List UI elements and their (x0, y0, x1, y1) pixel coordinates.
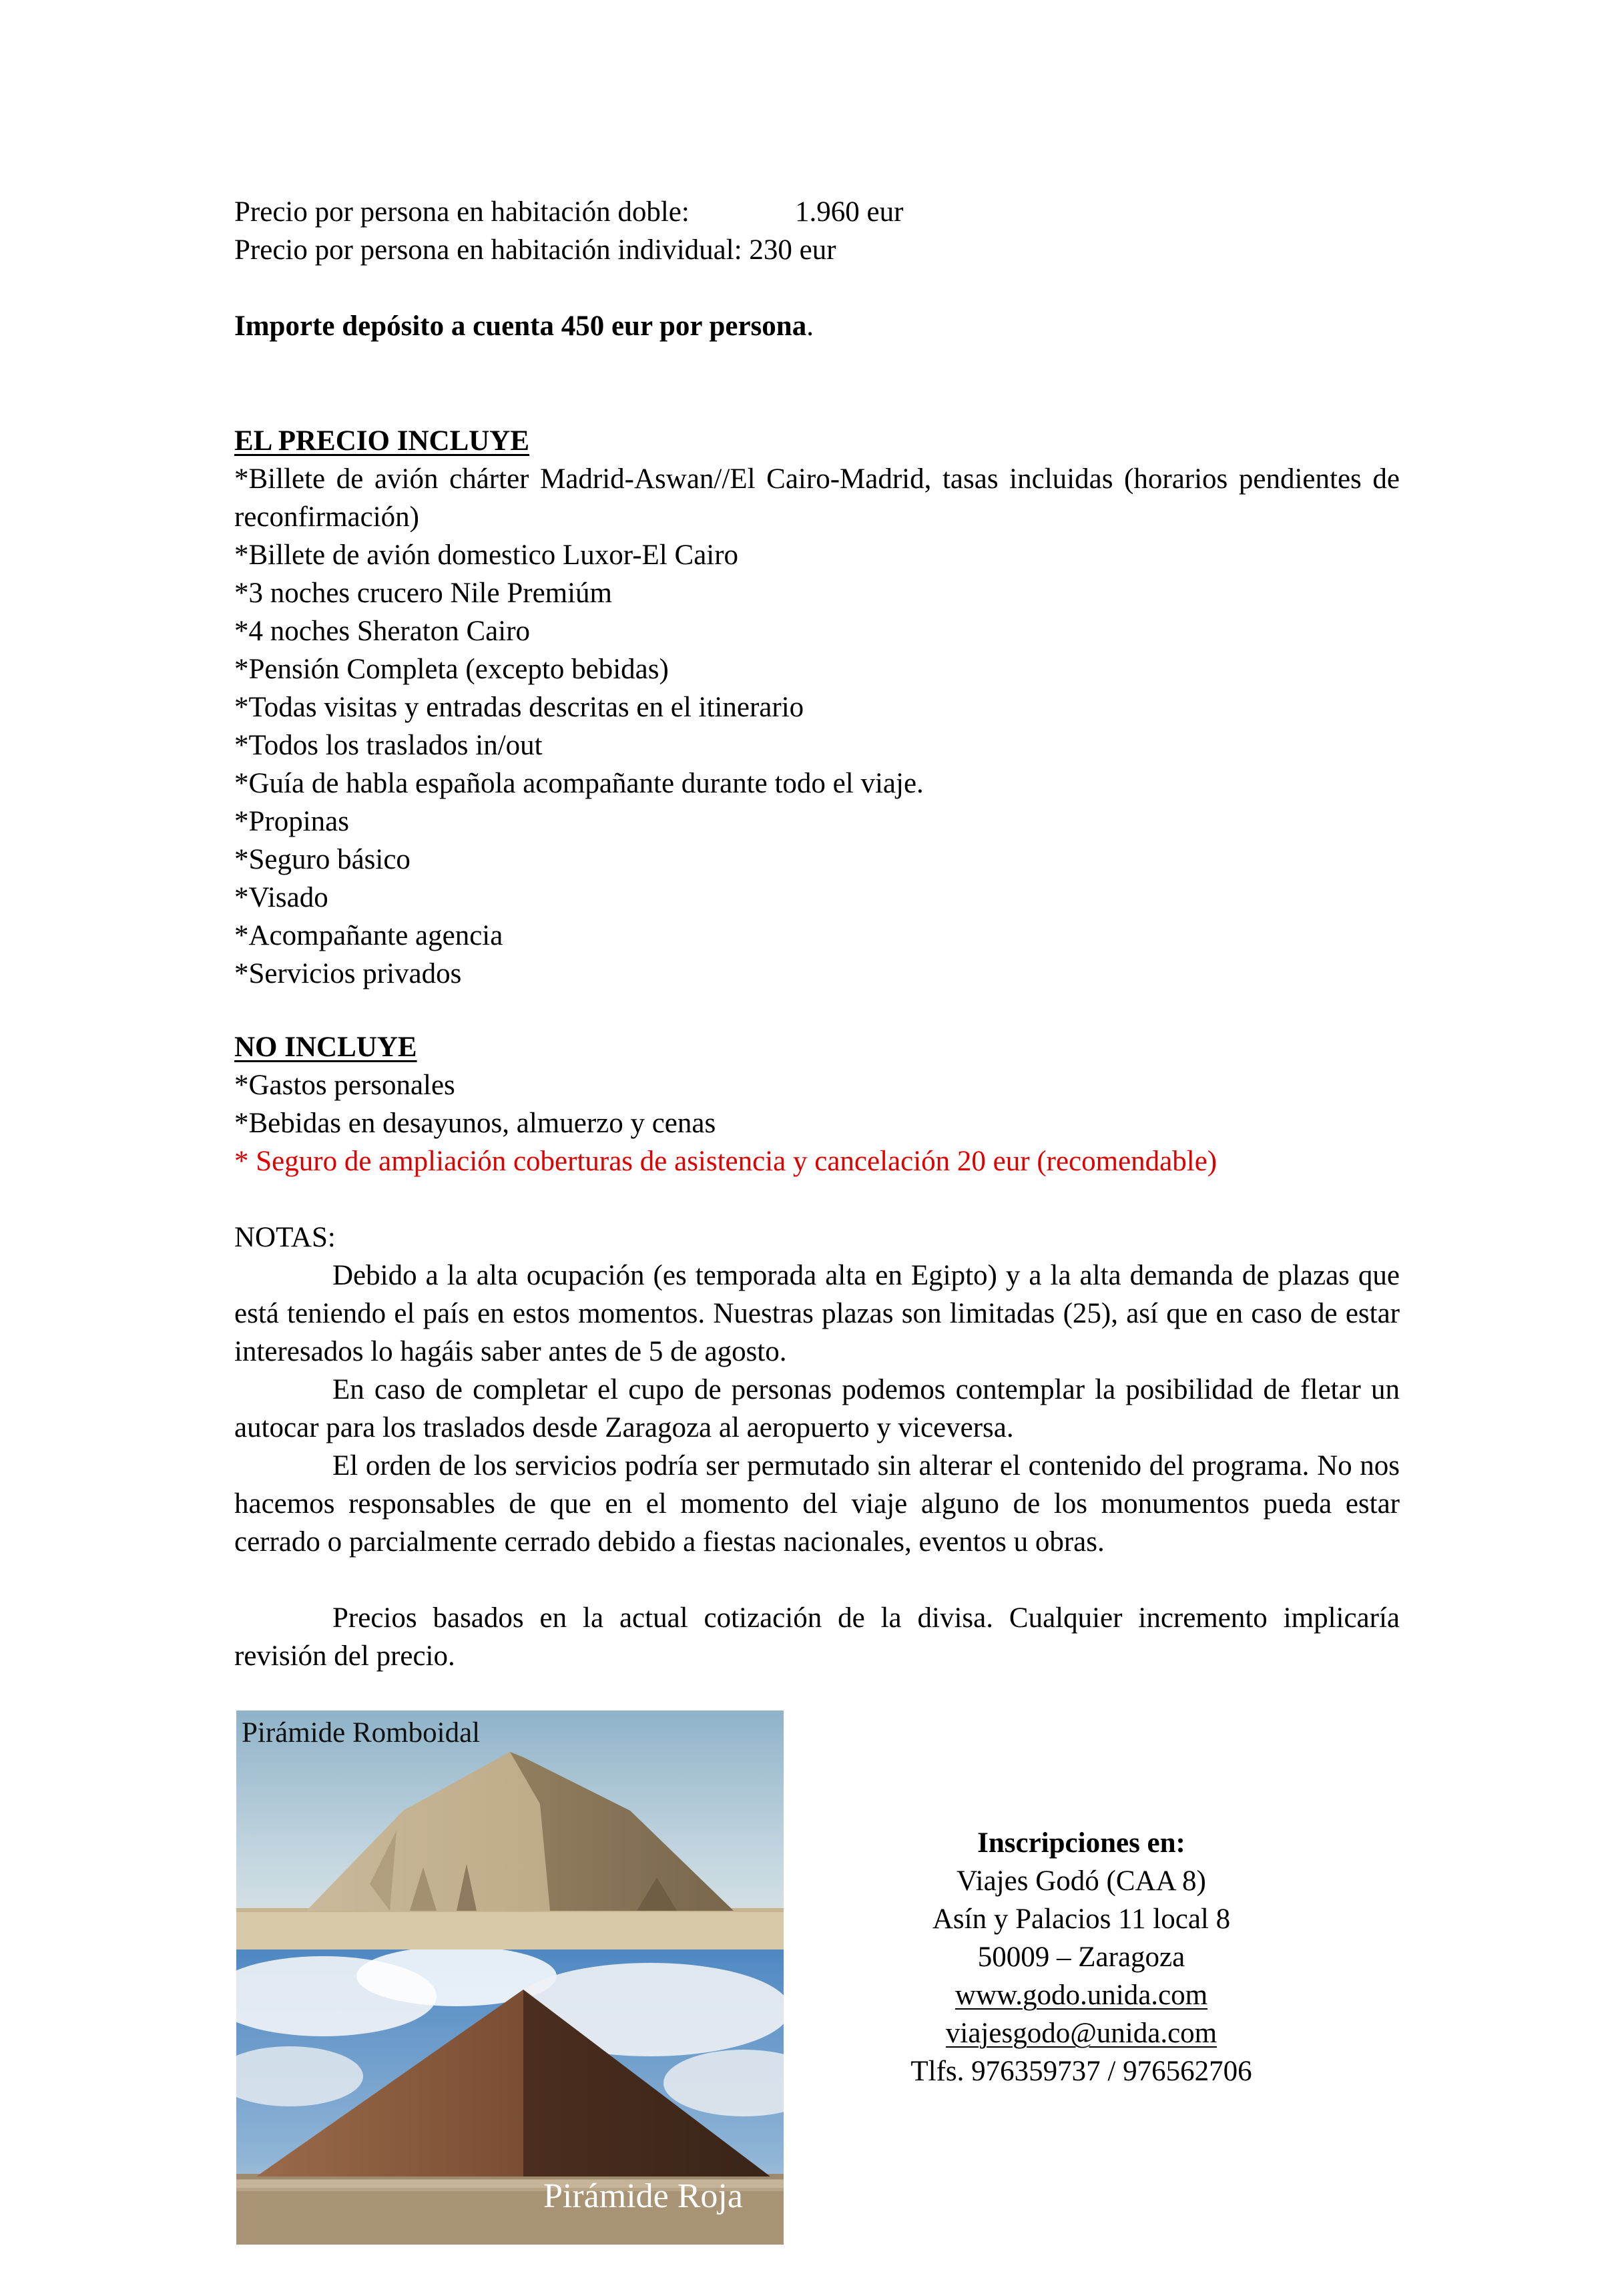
list-item: *Visado (234, 882, 328, 913)
contact-city: 50009 – Zaragoza (977, 1941, 1185, 1973)
deposit-text: Importe depósito a cuenta 450 eur por persona (234, 310, 807, 342)
contact-heading: Inscripciones en: (977, 1827, 1185, 1859)
list-item: *Guía de habla española acompañante durante todo el viaje. (234, 768, 924, 799)
notes-paragraph: El orden de los servicios podría ser permutado sin alterar el contenido del programa. No nos hacemos responsables de que en el momento del viaje alguno de los monumentos pueda estar cerrado o parcialmente cerrado debido a fiestas nacionales, eventos u obras. (234, 1450, 1400, 1558)
notes-paragraph: Debido a la alta ocupación (es temporada alta en Egipto) y a la alta demanda de plazas que está teniendo el país en estos momentos. Nuestras plazas son limitadas (25), así que en caso de estar interesados lo hagáis saber antes de 5 de agosto. (234, 1260, 1400, 1367)
list-item: *Acompañante agencia (234, 920, 503, 951)
list-item: *Billete de avión domestico Luxor-El Cairo (234, 539, 739, 571)
list-item: *Propinas (234, 806, 349, 837)
list-item: *Pensión Completa (excepto bebidas) (234, 654, 669, 685)
notes-paragraph: Precios basados en la actual cotización de la divisa. Cualquier incremento implicaría revisión del precio. (234, 1602, 1400, 1672)
contact-phones: Tlfs. 976359737 / 976562706 (910, 2056, 1252, 2087)
list-item: *Seguro básico (234, 844, 411, 875)
price-double-label: Precio por persona en habitación doble: (234, 196, 690, 228)
deposit-period: . (806, 310, 814, 342)
bent-pyramid-photo (236, 1710, 784, 1949)
price-double-value: 1.960 eur (795, 196, 904, 228)
notes-paragraph: En caso de completar el cupo de personas podemos contemplar la posibilidad de fletar un autocar para los traslados desde Zaragoza al aeropuerto y viceversa. (234, 1374, 1400, 1443)
contact-block (888, 1824, 1275, 2090)
notes-heading: NOTAS: (234, 1222, 336, 1253)
includes-heading: EL PRECIO INCLUYE (234, 425, 530, 457)
list-item: *3 noches crucero Nile Premiúm (234, 578, 612, 609)
insurance-recommendation: * Seguro de ampliación coberturas de asistencia y cancelación 20 eur (recomendable) (234, 1146, 1218, 1177)
website-link[interactable]: www.godo.unida.com (955, 1980, 1208, 2011)
red-pyramid-photo (236, 1949, 784, 2245)
price-double-line (234, 193, 1400, 231)
list-item: *Todos los traslados in/out (234, 730, 543, 761)
list-item: *Todas visitas y entradas descritas en el itinerario (234, 692, 804, 723)
list-item: *4 noches Sheraton Cairo (234, 616, 531, 647)
email-link[interactable]: viajesgodo@unida.com (945, 2018, 1218, 2049)
price-single-line: Precio por persona en habitación individual: 230 eur (234, 234, 836, 266)
red-pyramid-caption: Pirámide Roja (543, 2177, 743, 2215)
bent-pyramid-caption: Pirámide Romboidal (242, 1717, 481, 1749)
list-item: *Bebidas en desayunos, almuerzo y cenas (234, 1108, 716, 1139)
contact-agency: Viajes Godó (CAA 8) (957, 1865, 1206, 1897)
excludes-heading: NO INCLUYE (234, 1031, 417, 1063)
contact-address: Asín y Palacios 11 local 8 (932, 1903, 1231, 1935)
includes-first-item: *Billete de avión chárter Madrid-Aswan//El Cairo-Madrid, tasas incluidas (horarios pendientes de reconfirmación) (234, 463, 1400, 533)
list-item: *Gastos personales (234, 1070, 455, 1101)
deposit-line (234, 307, 1400, 345)
list-item: *Servicios privados (234, 958, 462, 989)
